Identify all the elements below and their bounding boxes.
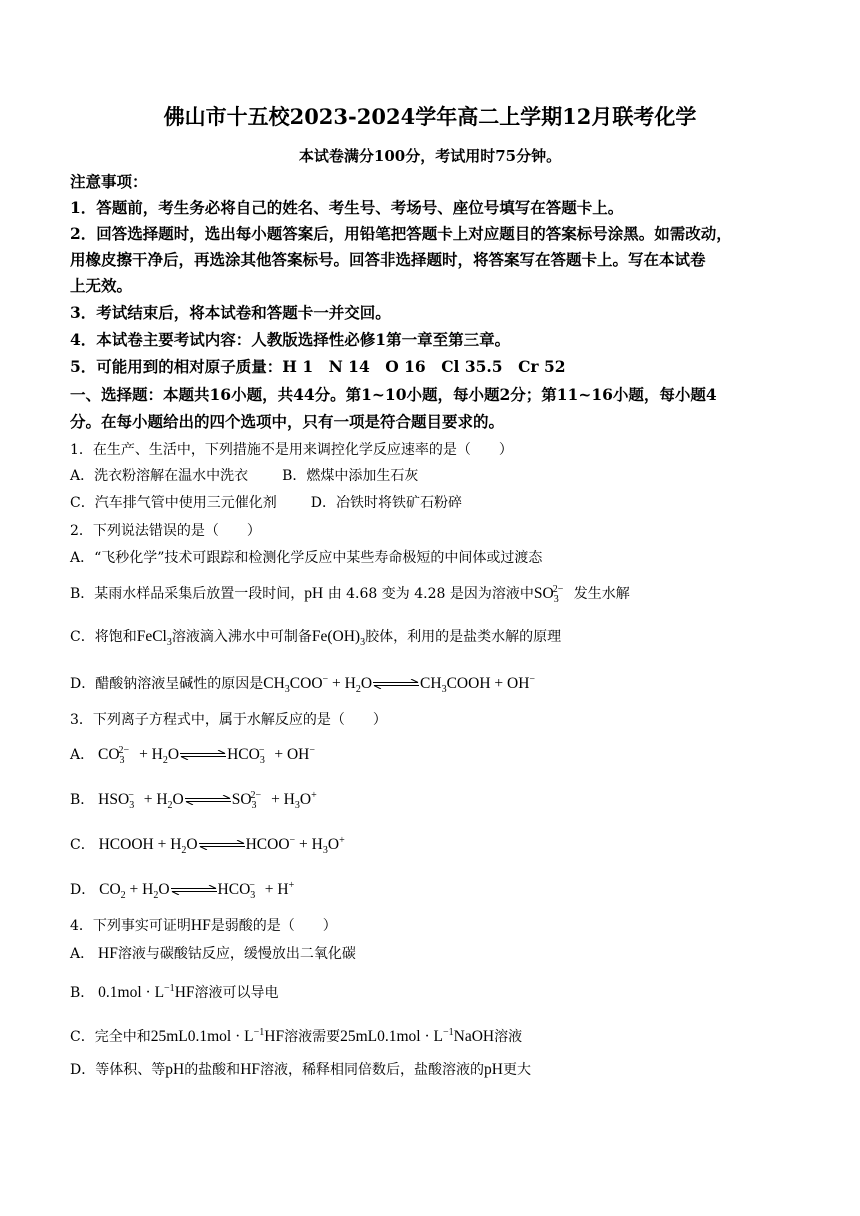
question-2-stem: 2．下列说法错误的是（ ） [70,523,261,539]
note-item: 4．本试卷主要考试内容：人教版选择性必修1第一章至第三章。 [70,330,511,349]
acetate-equation: $CH_3COO^- + H_2O$ $CH_3COOH + OH^-$ [263,673,536,696]
section-heading: 分。在每小题给出的四个选项中，只有一项是符合题目要求的。 [70,412,505,431]
exam-title: 佛山市十五校2023-2024学年高二上学期12月联考化学 [163,104,697,129]
equilibrium-arrow-icon [185,795,231,805]
section-heading: 一、选择题：本题共16小题，共44分。第1~10小题，每小题2分；第11~16小题，每小题4 [70,385,717,404]
note-item: 2．回答选择题时，选出每小题答案后，用铅笔把答题卡上对应题目的答案标号涂黑。如需改动， [70,224,732,243]
option-c: C．完全中和$25mL0.1mol \cdot L^{-1}HF$溶液需要$25mL0.1mol \cdot L^{-1}NaOH$溶液 [70,1026,523,1045]
equation-d: $CO_2 + H_2O$ $HCO_3^- + H^+$ [95,879,295,902]
sulfite-formula: $SO_3^{2-}$ [533,583,564,606]
question-3-stem: 3．下列离子方程式中，属于水解反应的是（ ） [70,712,387,728]
option-d: D．冶铁时将铁矿石粉碎 [310,495,462,511]
option-c: C．汽车排气管中使用三元催化剂 [70,495,277,511]
equation-b: $HSO_3^- + H_2O$ $SO_3^{2-} + H_3O^+$ [94,789,317,812]
note-item: 用橡皮擦干净后，再选涂其他答案标号。回答非选择题时，将答案写在答题卡上。写在本试卷 [70,250,706,269]
question-4-stem: 4．下列事实可证明HF是弱酸的是（ ） [70,917,337,934]
equilibrium-arrow-icon [373,679,419,689]
note-item: 5．可能用到的相对原子质量：H 1 N 14 O 16 Cl 35.5 Cr 52 [70,357,566,376]
equilibrium-arrow-icon [180,750,226,760]
note-item: 上无效。 [70,276,133,295]
option-b: B． $0.1mol \cdot L^{-1}HF$溶液可以导电 [70,982,279,1001]
exam-subtitle: 本试卷满分100分，考试用时75分钟。 [298,147,562,165]
option-a: A． $CO_3^{2-} + H_2O$ $HCO_3^- + OH^-$ [70,744,315,767]
option-b: B．某雨水样品采集后放置一段时间，pH 由 4.68 变为 4.28 是因为溶液中$SO_3^{2-}$ 发生水解 [70,583,630,606]
question-1-options-ab [70,466,800,486]
option-d: D．醋酸钠溶液呈碱性的原因是$CH_3COO^- + H_2O$ $CH_3COOH + OH^-$ [70,673,536,696]
equation-c: HCOOH + $H_2O$ HCOO− + $H_3O^+$ [94,834,345,857]
notes-heading: 注意事项： [70,172,148,191]
question-1-options-cd [70,493,800,513]
note-item: 3．考试结束后，将本试卷和答题卡一并交回。 [70,303,391,322]
option-d: D．等体积、等pH的盐酸和HF溶液，稀释相同倍数后，盐酸溶液的pH更大 [70,1061,531,1078]
fecl3-formula: FeCl$_3$ [136,628,172,649]
option-c: C． HCOOH + $H_2O$ HCOO− + $H_3O^+$ [70,834,345,857]
note-item: 1．答题前，考生务必将自己的姓名、考生号、考场号、座位号填写在答题卡上。 [70,198,624,217]
equilibrium-arrow-icon [199,840,245,850]
equation-a: $CO_3^{2-} + H_2O$ $HCO_3^- + OH^-$ [94,744,315,767]
option-d: D． $CO_2 + H_2O$ $HCO_3^- + H^+$ [70,879,295,902]
equilibrium-arrow-icon [171,885,217,895]
option-a: A． HF溶液与碳酸钴反应，缓慢放出二氧化碳 [70,945,356,962]
option-c: C．将饱和FeCl$_3$溶液滴入沸水中可制备$Fe(OH)_3$胶体，利用的是盐类水解的原理 [70,628,562,649]
option-b: B． $HSO_3^- + H_2O$ $SO_3^{2-} + H_3O^+$ [70,789,317,812]
feoh3-formula: $Fe(OH)_3$ [311,628,366,649]
option-a: A．“飞秒化学”技术可跟踪和检测化学反应中某些寿命极短的中间体或过渡态 [70,550,543,566]
option-a: A．洗衣粉溶解在温水中洗衣 [70,468,249,484]
question-1-stem: 1．在生产、生活中，下列措施不是用来调控化学反应速率的是（ ） [70,442,513,458]
option-b: B．燃煤中添加生石灰 [282,468,419,484]
